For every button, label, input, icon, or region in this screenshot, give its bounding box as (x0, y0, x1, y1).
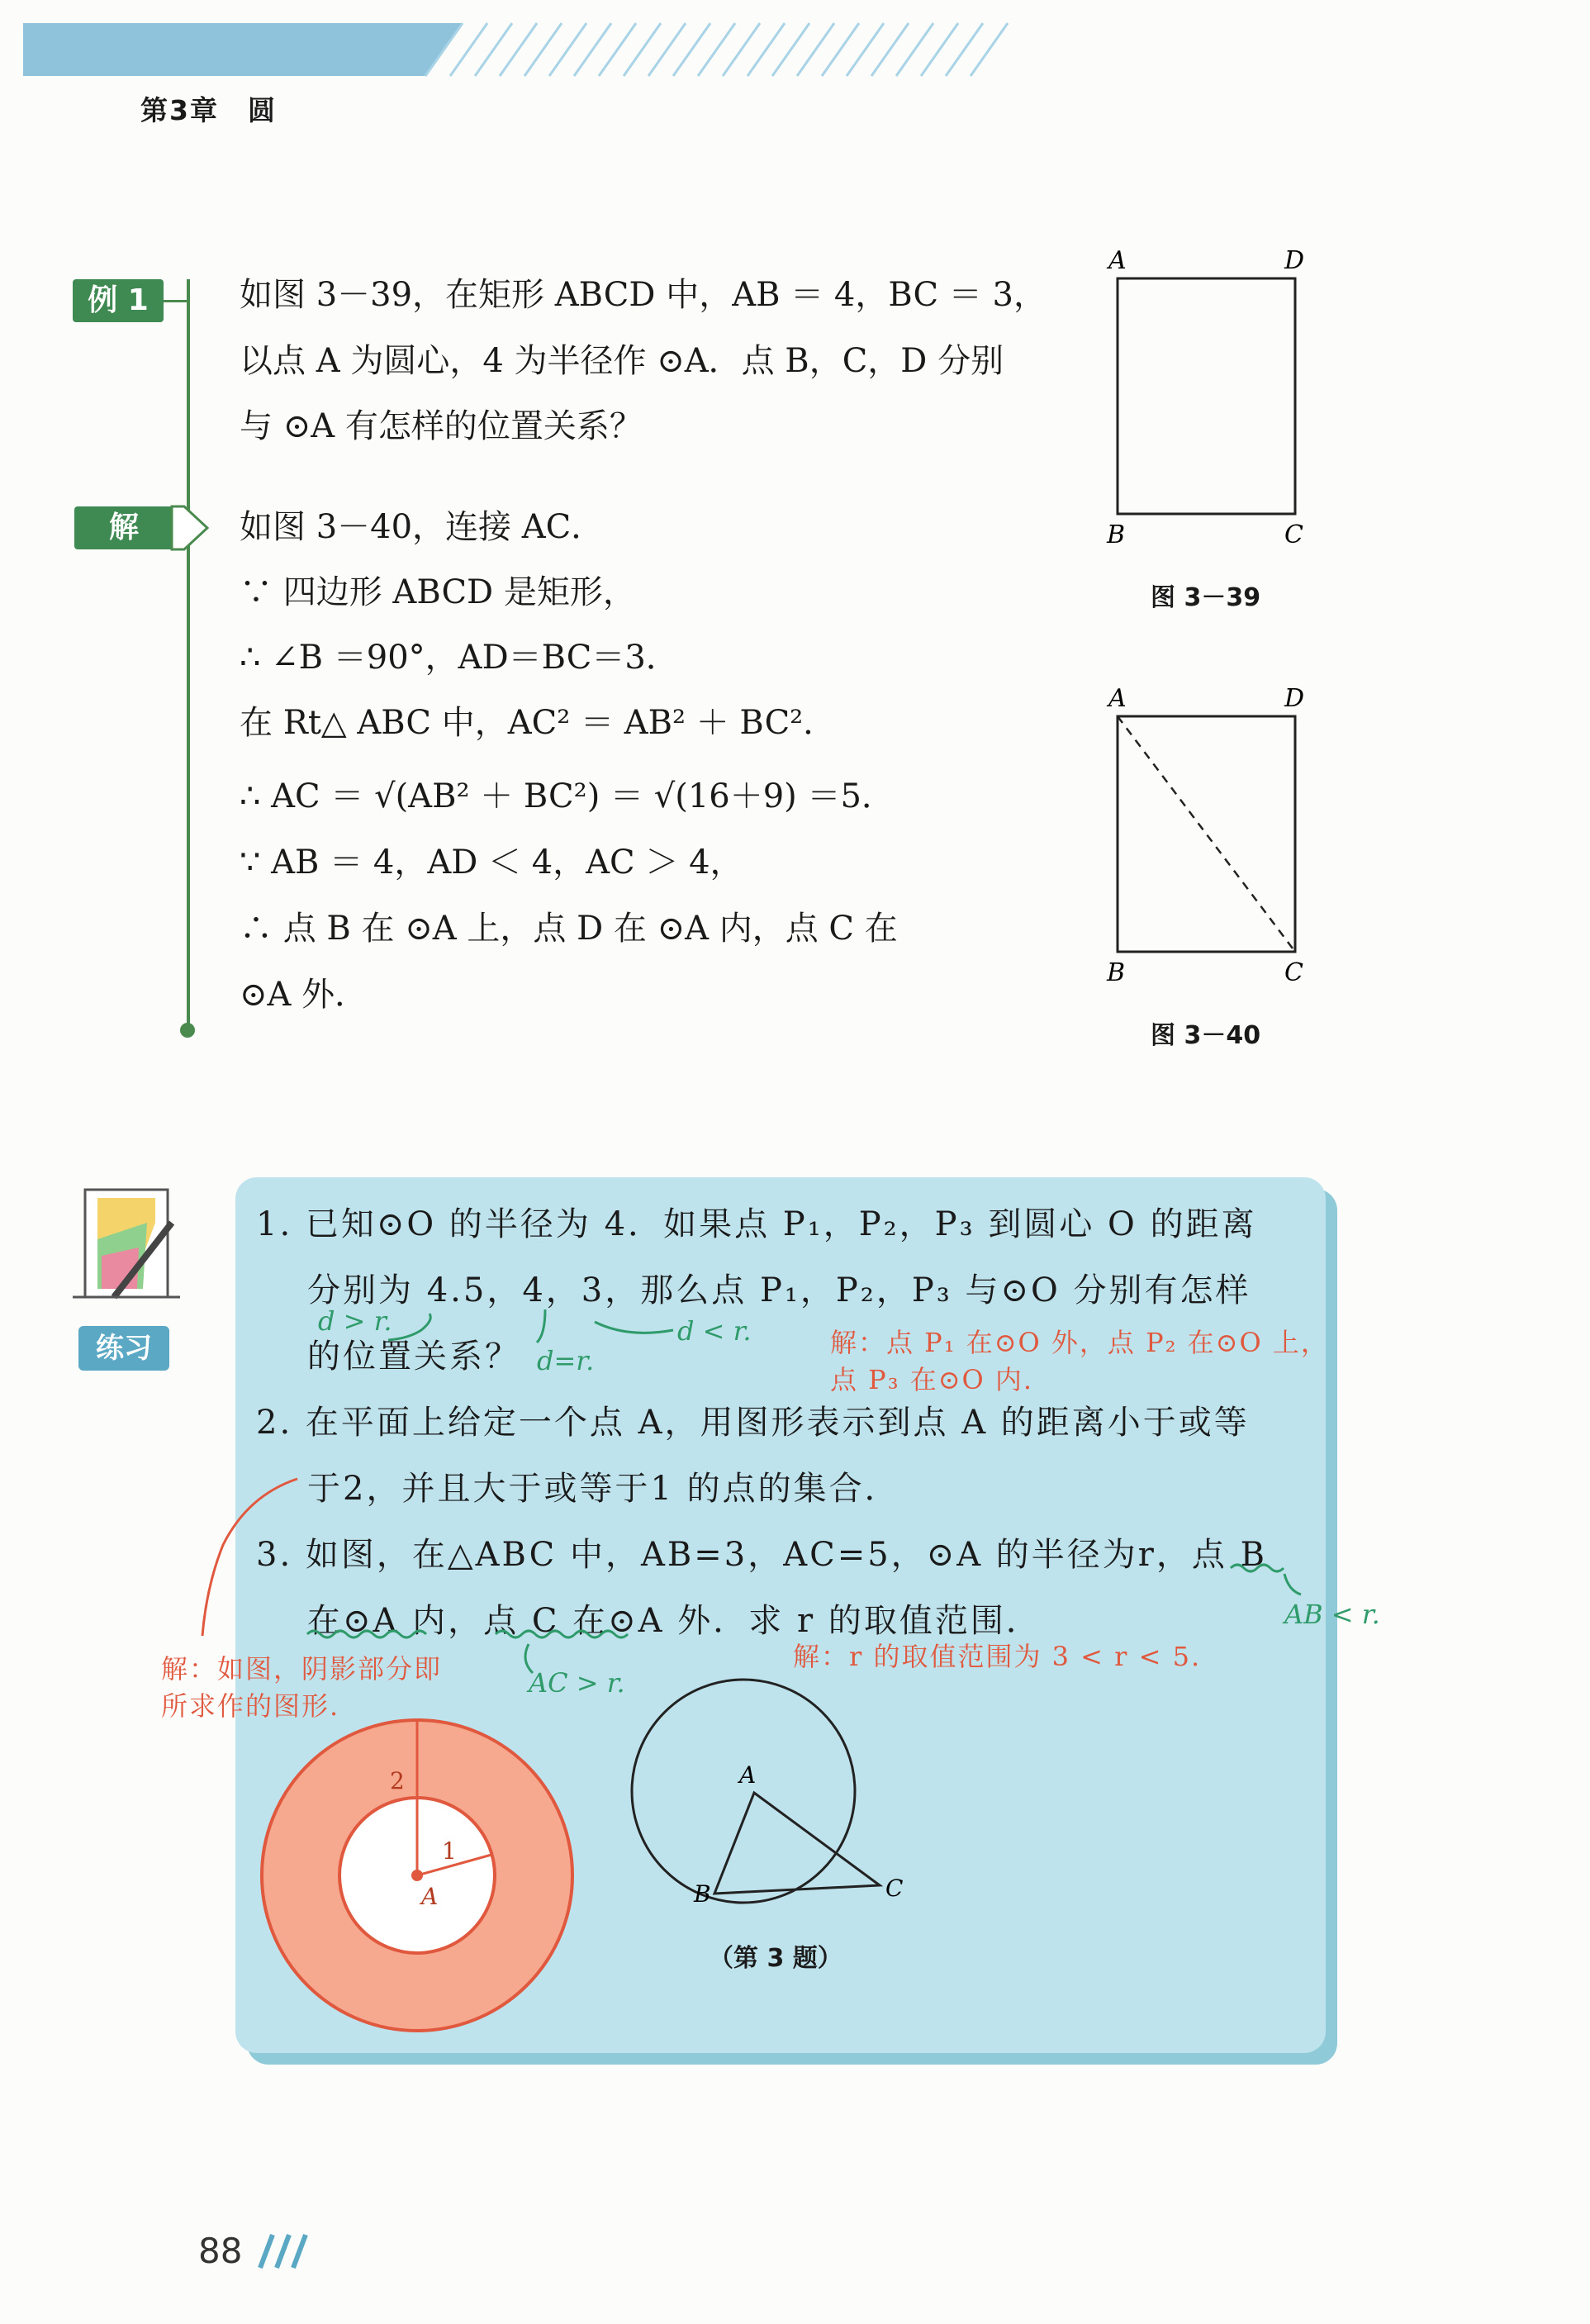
fig340-label-c: C (1284, 958, 1303, 987)
annotation-strokes (0, 1157, 1590, 1735)
annotation-answer-2-line-2: 所求作的图形. (161, 1690, 340, 1722)
figure-3-39-caption: 图 3－39 (1151, 583, 1261, 612)
arrow-d-eq-r (537, 1309, 545, 1343)
problem3-label-a: A (739, 1761, 757, 1789)
example-divider-line (187, 279, 190, 1031)
arrow-ab-lt-r (1284, 1574, 1301, 1594)
wavy-underline-c-outside (496, 1631, 628, 1637)
fig339-label-a: A (1108, 246, 1127, 275)
arrow-answer-2 (202, 1479, 297, 1636)
problem-3-figure (628, 1669, 942, 1925)
fig340-label-a: A (1108, 684, 1127, 713)
arrow-ac-gt-r (525, 1644, 533, 1673)
fig340-label-b: B (1107, 958, 1126, 987)
example-question-line-1: 如图 3－39，在矩形 ABCD 中，AB ＝ 4，BC ＝ 3， (240, 276, 1047, 314)
chapter-title: 第3章 圆 (140, 94, 277, 126)
annulus-outer-radius: 2 (390, 1767, 405, 1794)
problem-3-caption: （第 3 题） (709, 1944, 842, 1973)
example-question-line-3: 与 ⊙A 有怎样的位置关系？ (240, 407, 643, 445)
fig340-label-d: D (1284, 684, 1305, 713)
wavy-underline-point-b (1231, 1565, 1284, 1571)
wavy-underline-b-inside (307, 1631, 426, 1637)
exercise-1-line-2: 分别为 4.5，4，3，那么点 P₁，P₂，P₃ 与⊙O 分别有怎样 (307, 1271, 1251, 1309)
solution-line-2: ∵ 四边形 ABCD 是矩形， (240, 573, 636, 611)
page-number: 88 (198, 2231, 243, 2271)
exercise-1-line-3: 的位置关系？ (307, 1338, 520, 1376)
annulus-inner-radius: 1 (442, 1837, 457, 1865)
exercise-3-line-1: 3. 如图，在△ABC 中，AB=3，AC=5，⊙A 的半径为r，点 B (256, 1536, 1268, 1574)
problem3-label-c: C (885, 1875, 904, 1902)
fig339-label-c: C (1284, 520, 1303, 549)
arrow-d-gt-r (388, 1314, 430, 1340)
annotation-answer-3: 解：r 的取值范围为 3 < r < 5. (793, 1641, 1202, 1672)
exercise-tag: 练习 (78, 1326, 169, 1371)
example-tag-connector (164, 300, 187, 302)
exercise-3-line-2: 在⊙A 内，点 C 在⊙A 外．求 r 的取值范围． (307, 1602, 1042, 1640)
annotation-answer-1-line-1: 解：点 P₁ 在⊙O 外，点 P₂ 在⊙O 上， (830, 1327, 1329, 1358)
annotation-answer-2-line-1: 解：如图，阴影部分即 (161, 1653, 443, 1685)
annotation-answer-1-line-2: 点 P₃ 在⊙O 内. (830, 1364, 1034, 1395)
problem3-label-b: B (694, 1880, 711, 1908)
exercise-1-line-1: 1. 已知⊙O 的半径为 4．如果点 P₁，P₂，P₃ 到圆心 O 的距离 (256, 1205, 1257, 1243)
exercise-2-line-1: 2. 在平面上给定一个点 A，用图形表示到点 A 的距离小于或等 (256, 1404, 1250, 1442)
answer-annulus-figure (256, 1718, 586, 2049)
page-number-slashes-icon (244, 2231, 310, 2272)
header-band (0, 0, 1590, 83)
solution-line-8: ⊙A 外． (240, 976, 368, 1014)
solution-tag: 解 (74, 506, 173, 549)
annotation-ac-gt-r: AC > r. (529, 1667, 625, 1699)
figure-3-39 (1090, 244, 1338, 558)
figure-3-40-caption: 图 3－40 (1151, 1021, 1261, 1050)
arrow-d-lt-r (595, 1322, 673, 1333)
figure-3-40 (1090, 682, 1338, 996)
solution-line-6: ∵ AB ＝ 4，AD ＜ 4，AC ＞ 4， (240, 844, 743, 882)
solution-line-5: ∴ AC ＝ √(AB² ＋ BC²) ＝ √(16＋9) ＝5． (240, 777, 895, 815)
fig339-label-b: B (1107, 520, 1126, 549)
annotation-d-lt-r: d < r. (677, 1315, 752, 1347)
annulus-center-label: A (421, 1883, 439, 1910)
example-divider-dot (180, 1023, 195, 1038)
solution-line-7: ∴ 点 B 在 ⊙A 上，点 D 在 ⊙A 内，点 C 在 (240, 910, 898, 948)
solution-line-1: 如图 3－40，连接 AC． (240, 508, 605, 546)
solution-arrow-icon (169, 504, 211, 552)
annotation-d-gt-r: d > r. (318, 1305, 392, 1337)
example-question-line-2: 以点 A 为圆心，4 为半径作 ⊙A．点 B，C，D 分别 (240, 342, 1004, 380)
annotation-d-eq-r: d=r. (537, 1345, 595, 1376)
fig339-label-d: D (1284, 246, 1305, 275)
solution-line-3: ∴ ∠B ＝90°，AD＝BC＝3． (240, 639, 679, 677)
solution-line-4: 在 Rt△ ABC 中，AC² ＝ AB² ＋ BC²． (240, 704, 837, 742)
example-tag: 例 1 (73, 279, 164, 322)
annotation-ab-lt-r: AB < r. (1284, 1599, 1380, 1630)
exercise-2-line-2: 于2，并且大于或等于1 的点的集合． (307, 1470, 900, 1508)
